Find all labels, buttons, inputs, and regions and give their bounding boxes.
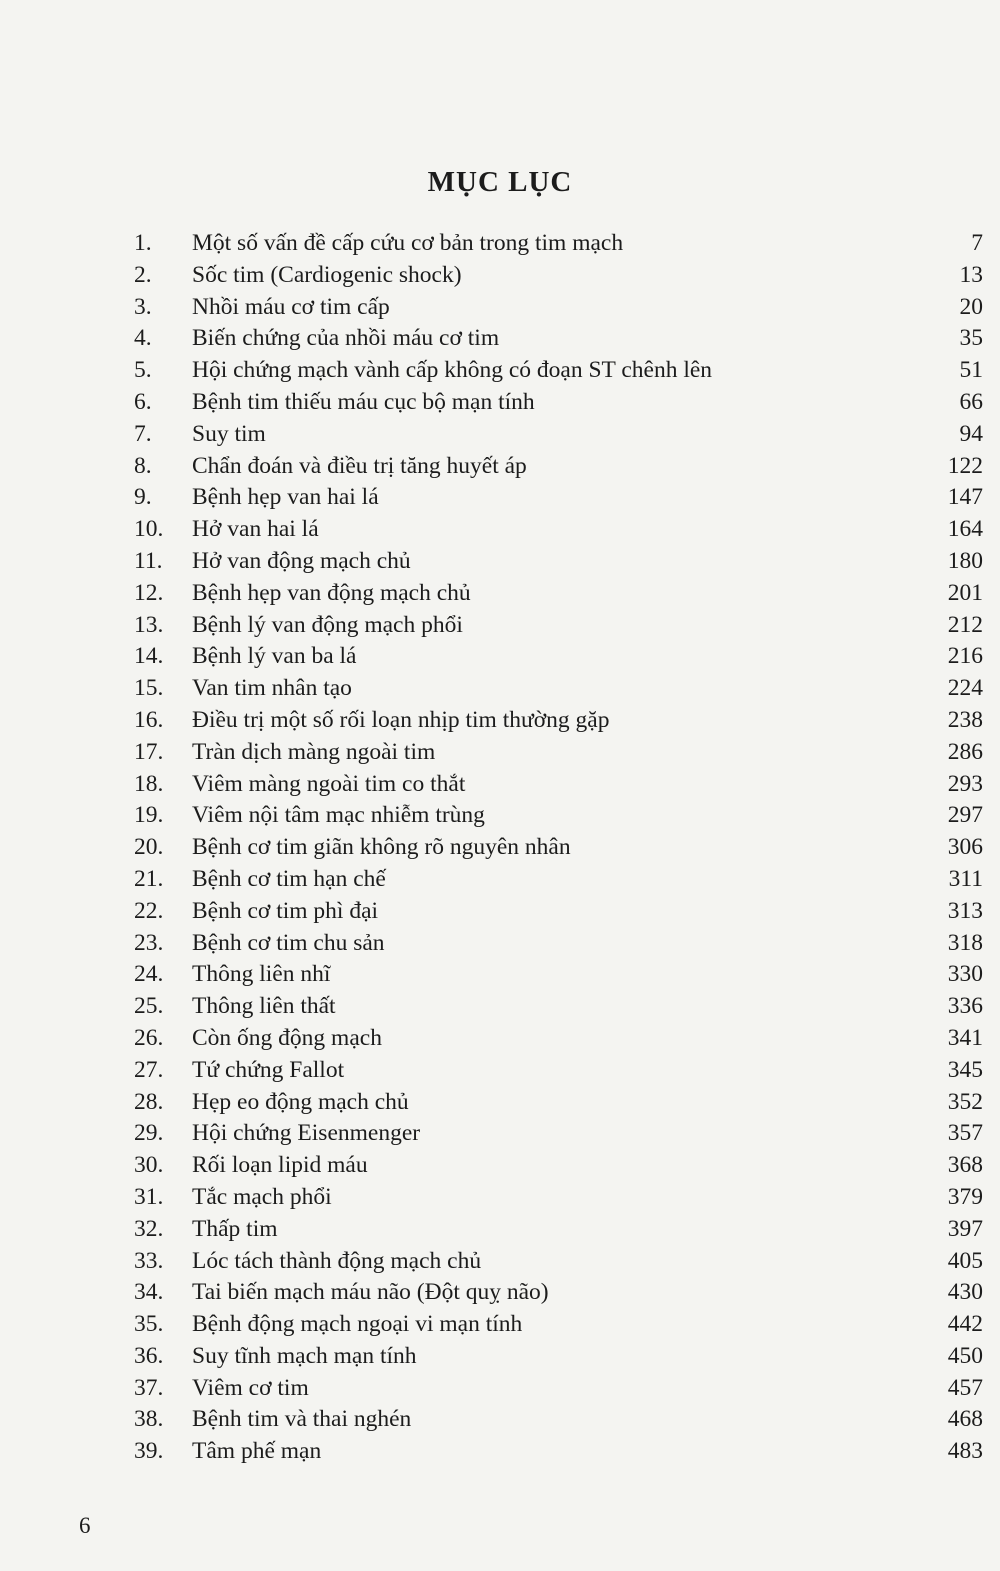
toc-entry-number: 15.: [134, 675, 164, 702]
toc-entry-number: 28.: [134, 1088, 164, 1115]
toc-entry-number: 34.: [134, 1279, 164, 1306]
toc-entry-page: 483: [947, 1438, 983, 1465]
toc-entry-number: 4.: [134, 325, 152, 352]
toc-entry-page: 311: [948, 865, 983, 892]
toc-entry-title: Suy tim: [192, 420, 266, 447]
toc-entry-number: 12.: [134, 579, 164, 606]
toc-entry: [0, 1182, 1000, 1214]
toc-entry-number: 31.: [134, 1183, 164, 1210]
toc-entry-page: 313: [947, 897, 983, 924]
toc-entry-title: Còn ống động mạch: [192, 1024, 382, 1051]
toc-entry: [0, 928, 1000, 960]
toc-entry-page: 293: [947, 770, 983, 797]
toc-entry-title: Viêm nội tâm mạc nhiễm trùng: [192, 802, 485, 829]
toc-entry: [0, 673, 1000, 705]
toc-entry-number: 3.: [134, 293, 152, 320]
toc-entry: [0, 1150, 1000, 1182]
toc-entry-number: 11.: [134, 547, 163, 574]
toc-entry-title: Điều trị một số rối loạn nhịp tim thường gặp: [192, 706, 610, 733]
toc-entry-title: Hở van động mạch chủ: [192, 547, 411, 574]
toc-entry: [0, 482, 1000, 514]
toc-entry-number: 24.: [134, 961, 164, 988]
toc-entry-number: 6.: [134, 388, 152, 415]
toc-entry-title: Van tim nhân tạo: [192, 675, 352, 702]
toc-entry-title: Bệnh cơ tim chu sản: [192, 929, 385, 956]
toc-entry-page: 457: [947, 1374, 983, 1401]
toc-entry-page: 450: [947, 1342, 983, 1369]
toc-entry-number: 37.: [134, 1374, 164, 1401]
toc-entry-number: 9.: [134, 484, 152, 511]
toc-entry: [0, 1436, 1000, 1468]
toc-entry-number: 35.: [134, 1311, 164, 1338]
toc-entry-page: 368: [947, 1152, 983, 1179]
toc-entry: [0, 260, 1000, 292]
toc-entry-number: 2.: [134, 261, 152, 288]
toc-entry: [0, 769, 1000, 801]
toc-entry-number: 19.: [134, 802, 164, 829]
toc-entry: [0, 323, 1000, 355]
toc-entry: [0, 737, 1000, 769]
toc-entry: [0, 451, 1000, 483]
toc-entry: [0, 896, 1000, 928]
toc-entry-page: 397: [947, 1215, 983, 1242]
toc-entry-number: 26.: [134, 1024, 164, 1051]
toc-entry: [0, 1373, 1000, 1405]
toc-entry-title: Bệnh cơ tim giãn không rõ nguyên nhân: [192, 834, 571, 861]
toc-entry-title: Biến chứng của nhồi máu cơ tim: [192, 325, 500, 352]
toc-entry-page: 468: [947, 1406, 983, 1433]
toc-entry: [0, 641, 1000, 673]
toc-entry: [0, 1055, 1000, 1087]
toc-entry-page: 297: [947, 802, 983, 829]
toc-entry-number: 30.: [134, 1152, 164, 1179]
toc-entry: [0, 1277, 1000, 1309]
toc-entry-title: Bệnh tim thiếu máu cục bộ mạn tính: [192, 388, 535, 415]
toc-entry-number: 18.: [134, 770, 164, 797]
toc-entry-page: 122: [947, 452, 983, 479]
toc-entry-number: 21.: [134, 865, 164, 892]
toc-entry: [0, 1214, 1000, 1246]
toc-entry-title: Bệnh động mạch ngoại vi mạn tính: [192, 1311, 523, 1338]
toc-entry-title: Tràn dịch màng ngoài tim: [192, 738, 436, 765]
toc-entry-page: 224: [947, 675, 983, 702]
toc-entry-page: 212: [947, 611, 983, 638]
toc-entry-page: 357: [947, 1120, 983, 1147]
toc-entry: [0, 832, 1000, 864]
toc-entry-page: 216: [947, 643, 983, 670]
toc-entry: [0, 991, 1000, 1023]
toc-entry: [0, 1309, 1000, 1341]
toc-entry: [0, 355, 1000, 387]
toc-entry-title: Chẩn đoán và điều trị tăng huyết áp: [192, 452, 527, 479]
toc-entry-title: Tâm phế mạn: [192, 1438, 322, 1465]
toc-entry-page: 13: [959, 261, 983, 288]
toc-entry-title: Bệnh cơ tim phì đại: [192, 897, 379, 924]
toc-entry-number: 5.: [134, 357, 152, 384]
toc-entry: [0, 546, 1000, 578]
toc-entry-title: Thông liên thất: [192, 993, 336, 1020]
toc-entry-page: 35: [959, 325, 983, 352]
toc-entry: [0, 1118, 1000, 1150]
toc-entry-page: 379: [947, 1183, 983, 1210]
toc-entry: [0, 959, 1000, 991]
toc-entry-number: 10.: [134, 516, 164, 543]
toc-entry-title: Nhồi máu cơ tim cấp: [192, 293, 390, 320]
toc-entry-page: 164: [947, 516, 983, 543]
toc-entry-number: 22.: [134, 897, 164, 924]
toc-entry-number: 8.: [134, 452, 152, 479]
toc-entry-title: Hội chứng Eisenmenger: [192, 1120, 421, 1147]
toc-entry-title: Bệnh lý van động mạch phổi: [192, 611, 463, 638]
toc-entry-page: 94: [959, 420, 983, 447]
toc-entry: [0, 800, 1000, 832]
toc-entry-number: 36.: [134, 1342, 164, 1369]
toc-entry-number: 25.: [134, 993, 164, 1020]
toc-entry-title: Lóc tách thành động mạch chủ: [192, 1247, 482, 1274]
toc-entry-page: 345: [947, 1056, 983, 1083]
toc-entry: [0, 1341, 1000, 1373]
toc-entry-number: 16.: [134, 706, 164, 733]
toc-entry-page: 405: [947, 1247, 983, 1274]
toc-entry-title: Bệnh lý van ba lá: [192, 643, 357, 670]
toc-entry-page: 238: [947, 706, 983, 733]
toc-entry-number: 29.: [134, 1120, 164, 1147]
toc-entry-page: 66: [959, 388, 983, 415]
toc-entry-number: 38.: [134, 1406, 164, 1433]
toc-entry-title: Bệnh hẹp van hai lá: [192, 484, 379, 511]
toc-entry-title: Tắc mạch phổi: [192, 1183, 332, 1210]
toc-entry-number: 7.: [134, 420, 152, 447]
toc-entry: [0, 1087, 1000, 1119]
toc-entry-number: 23.: [134, 929, 164, 956]
toc-entry-page: 51: [959, 357, 983, 384]
toc-entry: [0, 514, 1000, 546]
toc-entry: [0, 1023, 1000, 1055]
toc-entry-page: 286: [947, 738, 983, 765]
toc-entry-number: 32.: [134, 1215, 164, 1242]
toc-entry-title: Suy tĩnh mạch mạn tính: [192, 1342, 417, 1369]
toc-entry: [0, 419, 1000, 451]
toc-entry-title: Hẹp eo động mạch chủ: [192, 1088, 409, 1115]
toc-entry-number: 39.: [134, 1438, 164, 1465]
toc-entry-number: 14.: [134, 643, 164, 670]
toc-entry: [0, 578, 1000, 610]
toc-entry-page: 7: [971, 230, 983, 256]
toc-entry-number: 1.: [134, 230, 152, 256]
toc-entry-page: 430: [947, 1279, 983, 1306]
toc-entry-page: 201: [947, 579, 983, 606]
toc-entry: [0, 705, 1000, 737]
toc-entry-number: 13.: [134, 611, 164, 638]
toc-entry-number: 17.: [134, 738, 164, 765]
toc-entry-title: Rối loạn lipid máu: [192, 1152, 368, 1179]
toc-entry-title: Sốc tim (Cardiogenic shock): [192, 261, 462, 288]
toc-entry: [0, 292, 1000, 324]
page-number: 6: [79, 1513, 91, 1538]
toc-entry-title: Thấp tim: [192, 1215, 278, 1242]
toc-entry: [0, 864, 1000, 896]
toc-entry-number: 33.: [134, 1247, 164, 1274]
toc-entry-title: Bệnh cơ tim hạn chế: [192, 865, 386, 892]
toc-entry: [0, 228, 1000, 260]
toc-entry-number: 20.: [134, 834, 164, 861]
toc-entry-title: Viêm màng ngoài tim co thắt: [192, 770, 466, 797]
toc-entry-title: Bệnh tim và thai nghén: [192, 1406, 412, 1433]
toc-entry-title: Hội chứng mạch vành cấp không có đoạn ST chênh lên: [192, 357, 713, 384]
toc-entry: [0, 610, 1000, 642]
toc-entry-title: Một số vấn đề cấp cứu cơ bản trong tim mạch: [192, 230, 624, 256]
toc-entry-page: 306: [947, 834, 983, 861]
toc-entry-title: Tứ chứng Fallot: [192, 1056, 345, 1083]
toc-entry-page: 341: [947, 1024, 983, 1051]
toc-entry-page: 352: [947, 1088, 983, 1115]
toc-entry: [0, 387, 1000, 419]
toc-entry: [0, 1246, 1000, 1278]
toc-entry-page: 336: [947, 993, 983, 1020]
toc-entry-page: 330: [947, 961, 983, 988]
toc-entry-number: 27.: [134, 1056, 164, 1083]
toc-entry-title: Thông liên nhĩ: [192, 961, 331, 988]
toc-entry-page: 180: [947, 547, 983, 574]
toc-entry-page: 147: [947, 484, 983, 511]
toc-entry-title: Viêm cơ tim: [192, 1374, 309, 1401]
toc-entry-page: 20: [959, 293, 983, 320]
toc-entry-title: Tai biến mạch máu não (Đột quỵ não): [192, 1279, 549, 1306]
toc-entry-title: Hở van hai lá: [192, 516, 319, 543]
toc-entry-page: 318: [947, 929, 983, 956]
toc-entry-title: Bệnh hẹp van động mạch chủ: [192, 579, 471, 606]
toc-entry-page: 442: [947, 1311, 983, 1338]
page-title: MỤC LỤC: [427, 166, 573, 198]
toc-entry: [0, 1404, 1000, 1436]
table-of-contents: [0, 228, 1000, 1468]
